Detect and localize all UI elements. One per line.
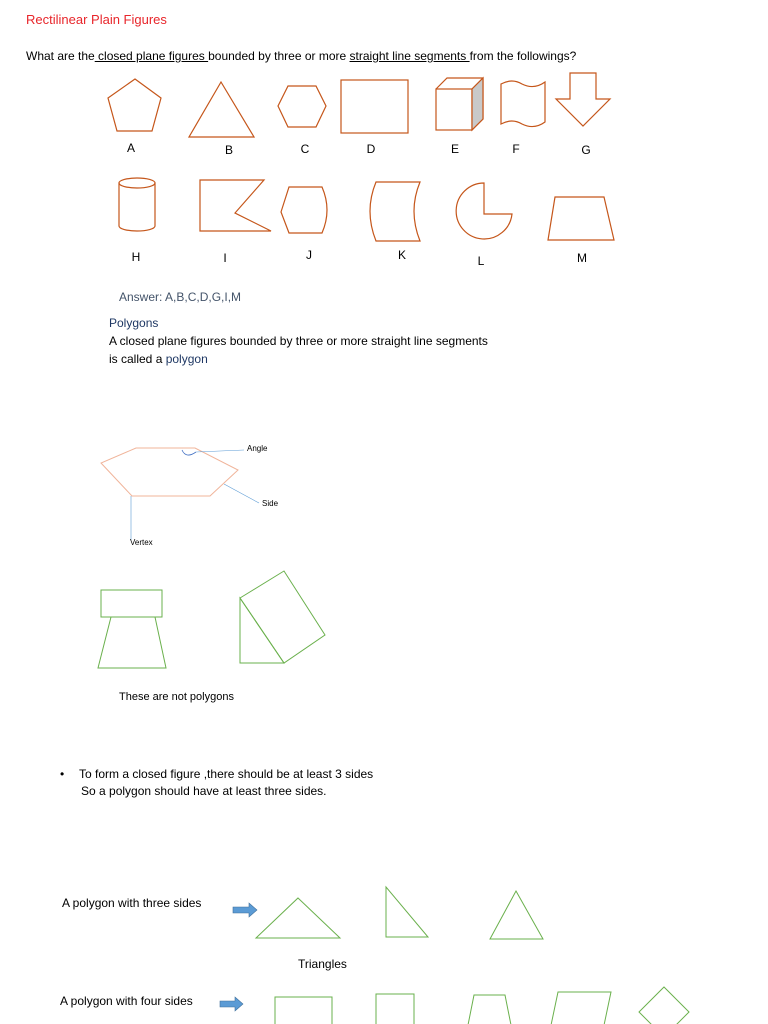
question-term-closed-plane: closed plane figures [94,49,209,63]
figure-label-k: K [397,248,406,262]
four-sides-label: A polygon with four sides [60,994,193,1008]
bullet-note [60,766,373,800]
shape-b-triangle [189,82,254,137]
figure-label-c: C [300,142,310,156]
not-polygons-caption: These are not polygons [119,691,234,703]
bullet-line-1: To form a closed figure ,there should be at least 3 sides [79,767,374,781]
polygon-parts-diagram [101,448,259,540]
quad-trapezoid [467,995,512,1024]
figure-label-e: E [450,142,459,156]
figure-label-d: D [366,142,376,156]
shape-j-rounded [281,187,327,233]
figure-label-a: A [126,141,135,155]
question-suffix: from the followings? [469,49,577,63]
answer-text: Answer: A,B,C,D,G,I,M [119,290,242,304]
question-term-straight-line: straight line segments [349,49,470,63]
bullet-marker: • [60,767,65,781]
diagram-label-vertex: Vertex [130,538,153,547]
three-sides-label: A polygon with three sides [62,896,202,910]
page-title: Rectilinear Plain Figures [26,12,167,27]
shape-i-irregular [200,180,271,231]
bullet-line-2: So a polygon should have at least three sides. [81,784,327,798]
triangle-1 [256,898,340,938]
quad-square [376,994,414,1024]
figure-label-f: F [512,142,520,156]
shape-m-trapezoid [548,197,614,240]
shape-d-rectangle [341,80,408,133]
triangle-3 [490,891,543,939]
shape-l-sector [456,183,512,239]
quad-rhombus [639,987,689,1024]
shape-f-wavy [501,81,545,127]
figure-label-i: I [223,251,227,265]
diagram-label-angle: Angle [247,444,268,453]
shape-h-cylinder [119,178,155,231]
arrow-three-sides [233,903,257,917]
shape-a-pentagon [108,79,161,131]
polygons-heading: Polygons [109,316,159,330]
shape-e-cube [436,78,483,130]
figure-label-g: G [581,143,591,157]
shape-g-arrow [556,73,610,126]
diagram-label-side: Side [262,499,279,508]
polygon-term: polygon [165,352,208,366]
figure-label-l: L [477,254,485,268]
figure-label-h: H [131,250,141,264]
figure-label-b: B [224,143,233,157]
non-polygon-figure-1 [98,590,166,668]
polygon-definition-text: A closed plane figures bounded by three or more straight line segments is called a [109,334,488,366]
shape-k-curved [370,182,420,241]
quad-rectangle [275,997,332,1024]
arrow-four-sides [220,997,243,1011]
shape-c-hexagon [278,86,326,127]
non-polygon-figure-2 [240,571,325,663]
triangles-caption: Triangles [298,957,347,971]
question-prefix: What are the [26,49,95,63]
question-middle: bounded by three or more [208,49,350,63]
quad-parallelogram [550,992,611,1024]
triangle-2 [386,887,428,937]
figure-label-m: M [577,251,587,265]
figure-label-j: J [306,248,312,262]
polygon-definition [109,332,489,368]
